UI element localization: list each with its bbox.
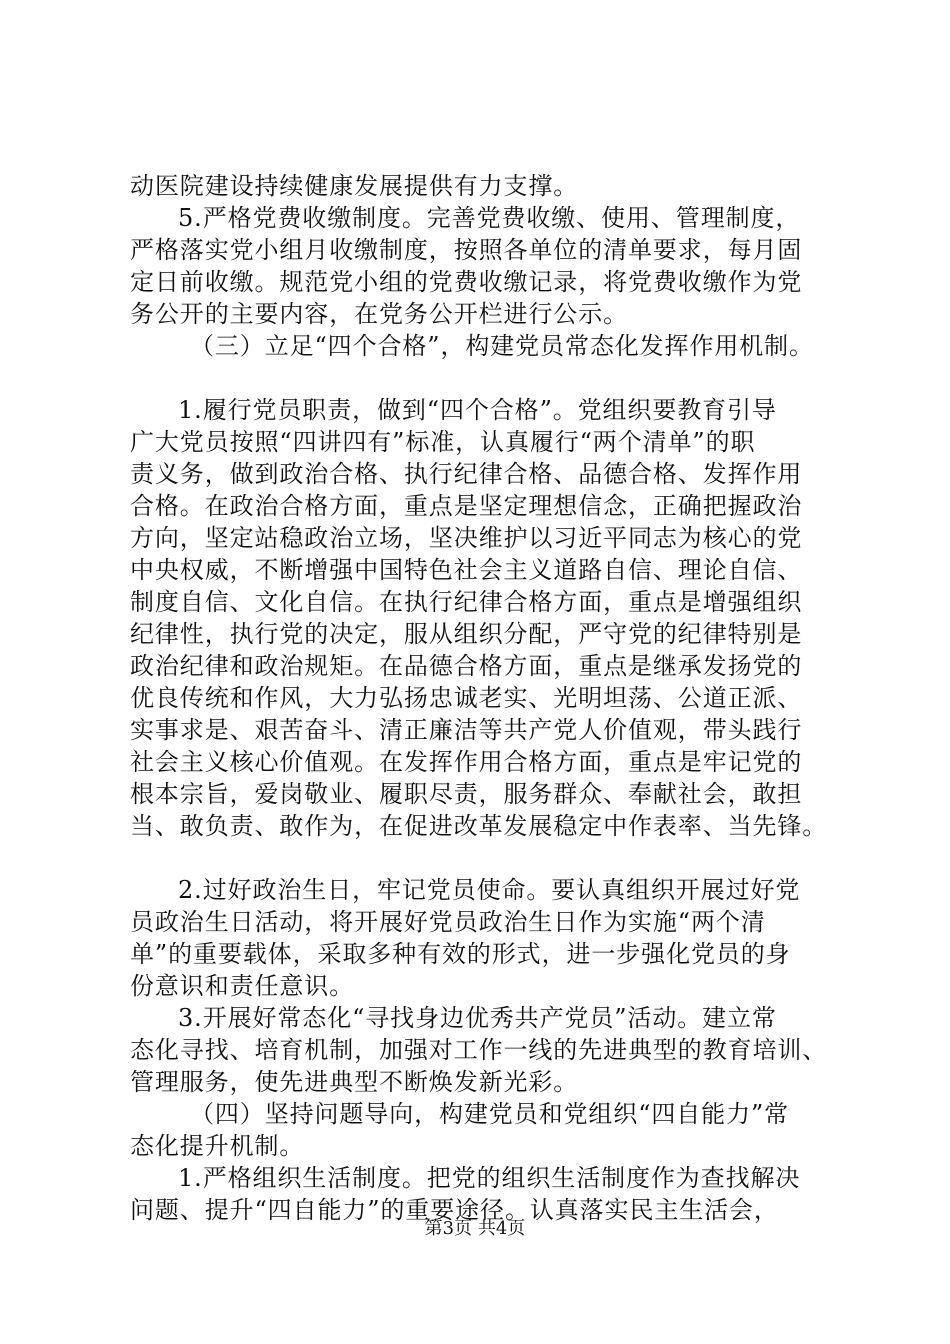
text-line: 责义务，做到政治合格、执行纪律合格、品德合格、发挥作用 — [130, 460, 803, 488]
text-line: 社会主义核心价值观。在发挥作用合格方面，重点是牢记党的 — [130, 748, 803, 776]
blank-line — [130, 362, 850, 394]
text-line: 问题、提升“四自能力”的重要途径。认真落实民主生活会， — [130, 1196, 779, 1224]
document-body — [130, 170, 850, 1226]
text-line: 广大党员按照“四讲四有”标准，认真履行“两个清单”的职 — [130, 428, 756, 456]
page-number-footer: 第3页 共4页 — [424, 1218, 526, 1239]
text-line: 5.严格党费收缴制度。完善党费收缴、使用、管理制度， — [178, 204, 801, 232]
text-line: 态化提升机制。 — [130, 1132, 305, 1160]
blank-line — [130, 842, 850, 874]
text-line: 1.严格组织生活制度。把党的组织生活制度作为查找解决 — [178, 1164, 801, 1192]
text-line: 2.过好政治生日，牢记党员使命。要认真组织开展过好党 — [178, 876, 801, 904]
text-line: 员政治生日活动，将开展好党员政治生日作为实施“两个清 — [130, 908, 766, 936]
text-line: 合格。在政治合格方面，重点是坚定理想信念，正确把握政治 — [130, 492, 803, 520]
section-heading: （四）坚持问题导向，构建党员和党组织“四自能力”常 — [190, 1100, 790, 1128]
text-line: 根本宗旨，爱岗敬业、履职尽责，服务群众、奉献社会，敢担 — [130, 780, 803, 808]
text-line: 态化寻找、培育机制，加强对工作一线的先进典型的教育培训、 — [130, 1036, 828, 1064]
text-line: 单”的重要载体，采取多种有效的形式，进一步强化党员的身 — [130, 940, 791, 968]
text-line: 1.履行党员职责，做到“四个合格”。党组织要教育引导 — [178, 396, 777, 424]
text-line: 制度自信、文化自信。在执行纪律合格方面，重点是增强组织 — [130, 588, 803, 616]
text-line: 优良传统和作风，大力弘扬忠诚老实、光明坦荡、公道正派、 — [130, 684, 803, 712]
text-line: 动医院建设持续健康发展提供有力支撑。 — [130, 172, 579, 200]
text-line: 份意识和责任意识。 — [130, 972, 355, 1000]
text-line: 严格落实党小组月收缴制度，按照各单位的清单要求，每月固 — [130, 236, 803, 264]
text-line: 3.开展好常态化“寻找身边优秀共产党员”活动。建立常 — [178, 1004, 777, 1032]
text-line: 政治纪律和政治规矩。在品德合格方面，重点是继承发扬党的 — [130, 652, 803, 680]
text-line: 管理服务，使先进典型不断焕发新光彩。 — [130, 1068, 579, 1096]
text-line: 中央权威，不断增强中国特色社会主义道路自信、理论自信、 — [130, 556, 803, 584]
text-line: 实事求是、艰苦奋斗、清正廉洁等共产党人价值观，带头践行 — [130, 716, 803, 744]
section-heading: （三）立足“四个合格”，构建党员常态化发挥作用机制。 — [190, 332, 814, 360]
text-line: 当、敢负责、敢作为，在促进改革发展稳定中作表率、当先锋。 — [130, 812, 828, 840]
text-line: 纪律性，执行党的决定，服从组织分配，严守党的纪律特别是 — [130, 620, 803, 648]
text-line: 定日前收缴。规范党小组的党费收缴记录，将党费收缴作为党 — [130, 268, 803, 296]
text-line: 务公开的主要内容，在党务公开栏进行公示。 — [130, 300, 628, 328]
text-line: 方向，坚定站稳政治立场，坚决维护以习近平同志为核心的党 — [130, 524, 803, 552]
